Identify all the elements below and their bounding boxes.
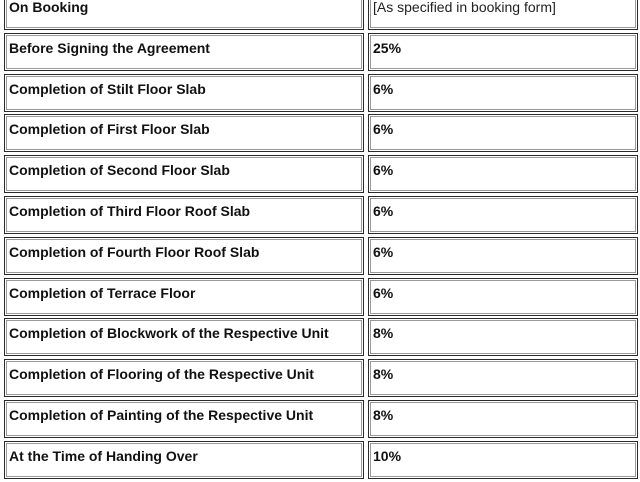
table-row [0, 33, 640, 74]
table-row [0, 318, 640, 359]
stage-cell: Before Signing the Agreement [4, 33, 364, 71]
amount-cell: 8% [368, 359, 638, 397]
stage-cell: Completion of Terrace Floor [4, 278, 364, 316]
stage-cell: Completion of Painting of the Respective Unit [4, 400, 364, 438]
stage-cell: Completion of Second Floor Slab [4, 155, 364, 193]
stage-cell: Completion of Fourth Floor Roof Slab [4, 237, 364, 275]
stage-cell: On Booking [4, 0, 364, 30]
amount-cell: 8% [368, 400, 638, 438]
stage-cell: Completion of Stilt Floor Slab [4, 74, 364, 112]
amount-cell: 6% [368, 196, 638, 234]
amount-cell: 6% [368, 155, 638, 193]
table-row [0, 400, 640, 441]
table-row [0, 196, 640, 237]
amount-cell: 10% [368, 441, 638, 479]
amount-cell: 6% [368, 278, 638, 316]
amount-cell: 8% [368, 318, 638, 356]
table-row [0, 441, 640, 482]
amount-cell: [As specified in booking form] [368, 0, 638, 30]
stage-cell: Completion of Third Floor Roof Slab [4, 196, 364, 234]
table-row [0, 237, 640, 278]
stage-cell: Completion of Blockwork of the Respective Unit [4, 318, 364, 356]
table-row [0, 359, 640, 400]
amount-cell: 6% [368, 74, 638, 112]
table-row [0, 74, 640, 115]
amount-cell: 25% [368, 33, 638, 71]
stage-cell: At the Time of Handing Over [4, 441, 364, 479]
amount-cell: 6% [368, 237, 638, 275]
table-row [0, 0, 640, 33]
table-row [0, 155, 640, 196]
stage-cell: Completion of Flooring of the Respective Unit [4, 359, 364, 397]
stage-cell: Completion of First Floor Slab [4, 114, 364, 152]
amount-cell: 6% [368, 114, 638, 152]
table-row [0, 114, 640, 155]
table-row [0, 278, 640, 319]
